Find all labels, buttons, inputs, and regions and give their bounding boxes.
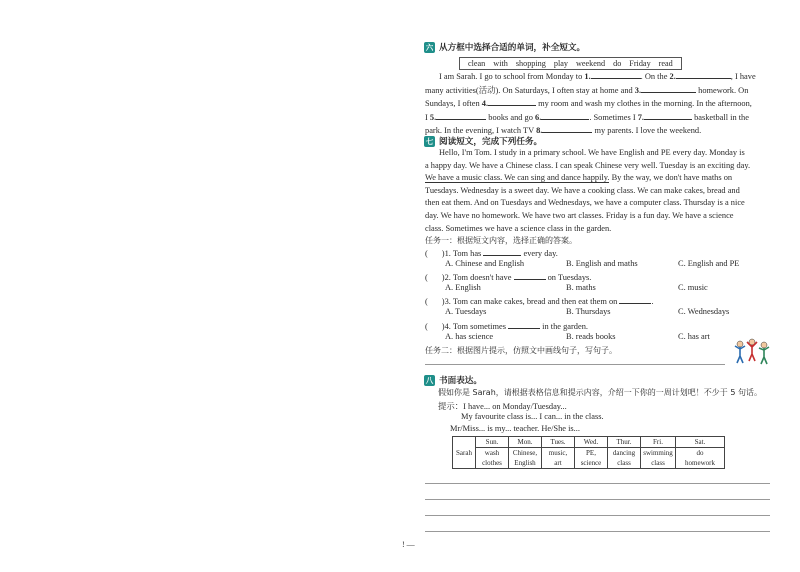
option-b[interactable]: B. maths: [566, 283, 596, 292]
answer-blank[interactable]: [591, 70, 641, 79]
writing-line[interactable]: [425, 483, 770, 484]
section-6-badge: 六: [425, 42, 434, 52]
option-b[interactable]: B. English and maths: [566, 259, 638, 268]
cloze-passage: [425, 70, 770, 138]
hint-line-1: 提示：I have... on Monday/Tuesday...: [438, 402, 567, 411]
table-row-label: Sarah: [453, 437, 476, 469]
option-a[interactable]: A. Tuesdays: [445, 307, 487, 316]
hint-line-3: Mr/Miss... is my... teacher. He/She is...: [450, 424, 580, 433]
passage-line: I am Sarah. I go to school from Monday to 1. . On the 2. , I have: [439, 72, 756, 81]
passage-line: many activities(活动). On Saturdays, I often stay at home and 3. homework. On: [425, 85, 749, 95]
task-1-instruction: 任务一：根据短文内容，选择正确的答案。: [425, 236, 577, 245]
table-cell: clothes: [476, 458, 509, 469]
passage-line: I 5. books and go 6. . Sometimes I 7. basketball in the: [425, 112, 749, 122]
question-4: ( )4. Tom sometimes in the garden.: [425, 322, 588, 331]
answer-blank[interactable]: [644, 111, 692, 120]
word-option: play: [553, 59, 568, 68]
writing-line[interactable]: [425, 499, 770, 500]
option-c[interactable]: C. has art: [678, 332, 710, 341]
answer-blank[interactable]: [488, 97, 536, 106]
table-cell: Chinese,: [509, 448, 542, 459]
table-header: Sun.: [476, 437, 509, 448]
underlined-sentence: We have a music class. We can sing and dance happily.: [425, 173, 610, 183]
passage-line: Tuesdays. Wednesday is a sweet day. We have a cooking class. We can make cakes, bread and: [425, 185, 740, 195]
section-7-title: 阅读短文，完成下列任务。: [439, 137, 543, 147]
passage-line: Hello, I'm Tom. I study in a primary school. We have English and PE every day. Monday is: [439, 148, 745, 157]
word-option: clean: [468, 59, 486, 68]
passage-line: a happy day. We have a Chinese class. I can speak Chinese very well. Tuesday is an exciting day.: [425, 160, 751, 170]
option-b[interactable]: B. reads books: [566, 332, 616, 341]
answer-blank[interactable]: [483, 247, 521, 256]
section-8-heading: [424, 374, 482, 386]
table-cell: class: [641, 458, 676, 469]
section-8-title: 书面表达。: [439, 376, 482, 386]
passage-line: Sundays, I often 4. my room and wash my clothes in the morning. In the afternoon,: [425, 99, 752, 109]
answer-slot[interactable]: [428, 248, 442, 256]
passage-line: We have a music class. We can sing and dance happily. By the way, we don't have maths on: [425, 173, 733, 183]
word-option: read: [658, 59, 673, 68]
passage-line: park. In the evening, I watch TV 8. my parents. I love the weekend.: [425, 126, 702, 136]
option-a[interactable]: A. Chinese and English: [445, 259, 525, 268]
answer-blank[interactable]: [542, 124, 592, 133]
table-cell: art: [542, 458, 575, 469]
table-cell: PE,: [575, 448, 608, 459]
writing-line[interactable]: [425, 364, 725, 365]
table-cell: class: [608, 458, 641, 469]
option-a[interactable]: A. has science: [445, 332, 494, 341]
page-number-mark: ! —: [402, 540, 415, 549]
word-option: with: [493, 59, 508, 68]
table-header: Mon.: [509, 437, 542, 448]
answer-blank[interactable]: [541, 111, 589, 120]
answer-blank[interactable]: [508, 320, 540, 329]
table-cell: do: [676, 448, 725, 459]
table-cell: English: [509, 458, 542, 469]
table-header: Sat.: [676, 437, 725, 448]
option-c[interactable]: C. Wednesdays: [678, 307, 730, 316]
table-header: Wed.: [575, 437, 608, 448]
answer-slot[interactable]: [428, 321, 442, 329]
writing-prompt: 假如你是 Sarah，请根据表格信息和提示内容，介绍一下你的一周计划吧！不少于 5 句话。: [438, 388, 762, 397]
word-option: Friday: [629, 59, 651, 68]
word-option: weekend: [575, 59, 606, 68]
section-8-badge: 八: [425, 375, 434, 385]
answer-blank[interactable]: [641, 84, 696, 93]
table-header: Thur.: [608, 437, 641, 448]
section-7-heading: [424, 135, 542, 147]
table-cell: dancing: [608, 448, 641, 459]
passage-line: then eat them. And on Tuesdays and Wednesdays, we have a computer class. Thursday is a nice: [425, 198, 745, 208]
kids-dancing-illustration: [733, 336, 771, 366]
hint-line-2: My favourite class is... I can... in the class.: [461, 412, 604, 421]
answer-slot[interactable]: [428, 272, 442, 280]
option-c[interactable]: C. English and PE: [678, 259, 740, 268]
section-6-heading: [424, 41, 585, 53]
table-cell: science: [575, 458, 608, 469]
question-1: ( )1. Tom has every day.: [425, 249, 558, 258]
option-b[interactable]: B. Thursdays: [566, 307, 611, 316]
task-2-instruction: 任务二：根据图片提示，仿照文中画线句子，写句子。: [425, 346, 617, 355]
option-c[interactable]: C. music: [678, 283, 708, 292]
writing-line[interactable]: [425, 531, 770, 532]
section-7-badge: 七: [425, 136, 434, 146]
section-6-title: 从方框中选择合适的单词，补全短文。: [439, 43, 586, 53]
reading-passage: [425, 147, 770, 235]
table-cell: music,: [542, 448, 575, 459]
question-2: ( )2. Tom doesn't have on Tuesdays.: [425, 273, 592, 282]
table-header: Fri.: [641, 437, 676, 448]
table-cell: wash: [476, 448, 509, 459]
answer-blank[interactable]: [514, 271, 546, 280]
word-option: shopping: [515, 59, 546, 68]
answer-blank[interactable]: [676, 70, 731, 79]
answer-blank[interactable]: [619, 295, 651, 304]
writing-line[interactable]: [425, 515, 770, 516]
answer-blank[interactable]: [436, 111, 486, 120]
table-cell: homework: [676, 458, 725, 469]
passage-line: day. We have no homework. We have two art classes. Friday is a fun day. We have a science: [425, 210, 734, 220]
word-box: [459, 57, 682, 70]
schedule-table: [452, 436, 725, 469]
passage-line: class. Sometimes we have a science class in the garden.: [425, 223, 612, 233]
question-3: ( )3. Tom can make cakes, bread and then eat them on .: [425, 297, 654, 306]
table-cell: swimming: [641, 448, 676, 459]
answer-slot[interactable]: [428, 296, 442, 304]
option-a[interactable]: A. English: [445, 283, 481, 292]
word-option: do: [613, 59, 622, 68]
table-header: Tues.: [542, 437, 575, 448]
